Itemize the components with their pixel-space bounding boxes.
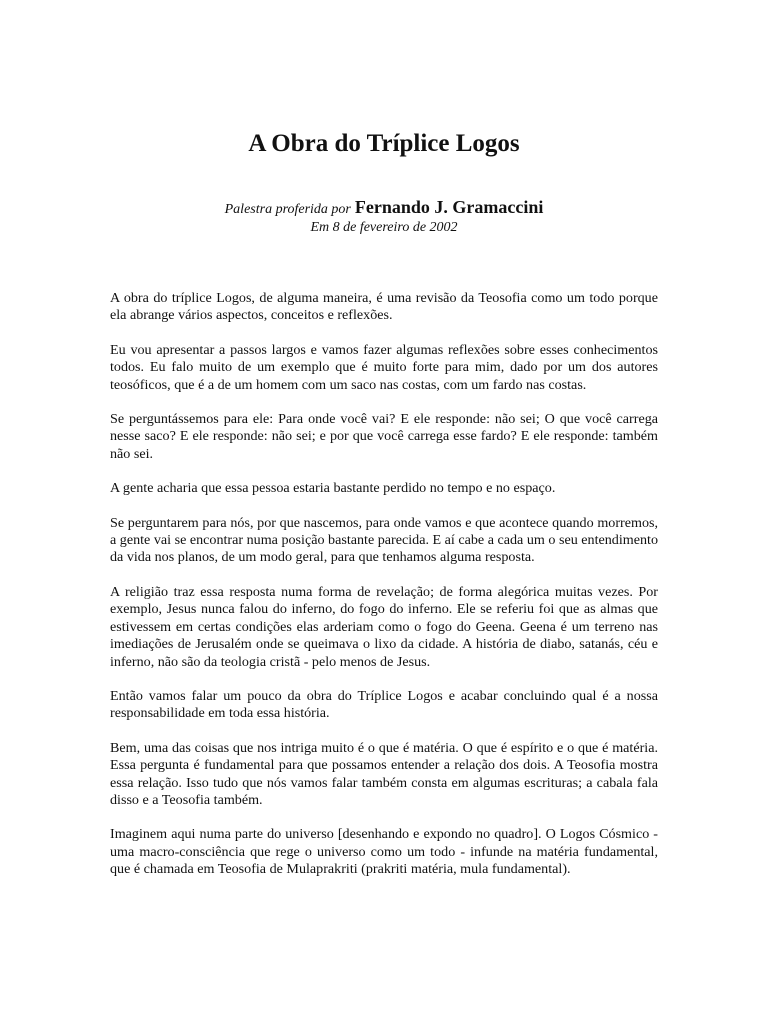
- document-body: [110, 290, 658, 896]
- byline-prefix: Palestra proferida por: [224, 202, 351, 217]
- paragraph: A gente acharia que essa pessoa estaria bastante perdido no tempo e no espaço.: [110, 480, 556, 497]
- paragraph: Se perguntarem para nós, por que nascemos, para onde vamos e que acontece quando morremos, a gente vai se encontrar numa posição bastante parecida. E aí cabe a cada um o seu entendimento da vida nos planos, de um modo geral, para que tenhamos alguma resposta.: [110, 514, 658, 566]
- paragraph: Eu vou apresentar a passos largos e vamos fazer algumas reflexões sobre esses conhecimentos todos. Eu falo muito de um exemplo que é muito forte para mim, dado por um dos autores teosóficos, que é a de um homem com um saco nas costas, com um fardo nas costas.: [110, 341, 658, 393]
- paragraph: Bem, uma das coisas que nos intriga muito é o que é matéria. O que é espírito e o que é matéria. Essa pergunta é fundamental para que possamos entender a relação dos dois. A Teosofia mostra essa relação. Isso tudo que nós vamos falar também consta em algumas escrituras; a cabala fala disso e a Teosofia também.: [110, 739, 658, 808]
- page-title: A Obra do Tríplice Logos: [248, 130, 520, 157]
- paragraph: Se perguntássemos para ele: Para onde você vai? E ele responde: não sei; O que você carrega nesse saco? E ele responde: não sei; e por que você carrega esse fardo? E ele responde: também não sei.: [110, 411, 658, 462]
- paragraph: A obra do tríplice Logos, de alguma maneira, é uma revisão da Teosofia como um todo porque ela abrange vários aspectos, conceitos e reflexões.: [110, 290, 658, 324]
- paragraph: Então vamos falar um pouco da obra do Tríplice Logos e acabar concluindo qual é a nossa responsabilidade em toda essa história.: [110, 687, 658, 722]
- author-name: Fernando J. Gramaccini: [354, 197, 544, 217]
- lecture-date: Em 8 de fevereiro de 2002: [310, 220, 458, 235]
- paragraph: A religião traz essa resposta numa forma de revelação; de forma alegórica muitas vezes. Por exemplo, Jesus nunca falou do inferno, do fogo do inferno. Ele se referiu foi que as almas que estivessem em certas condições elas arderiam como o fogo do Geena. Geena é um terreno nas imediações de Jerusalém onde se queimava o lixo da cidade. A história de diabo, satanás, céu e inferno, não são da teologia cristã - pelo menos de Jesus.: [110, 583, 658, 670]
- paragraph: Imaginem aqui numa parte do universo [desenhando e expondo no quadro]. O Logos Cósmico - uma macro-consciência que rege o universo como um todo - infunde na matéria fundamental, que é chamada em Teosofia de Mulaprakriti (prakriti matéria, mula fundamental).: [110, 826, 658, 878]
